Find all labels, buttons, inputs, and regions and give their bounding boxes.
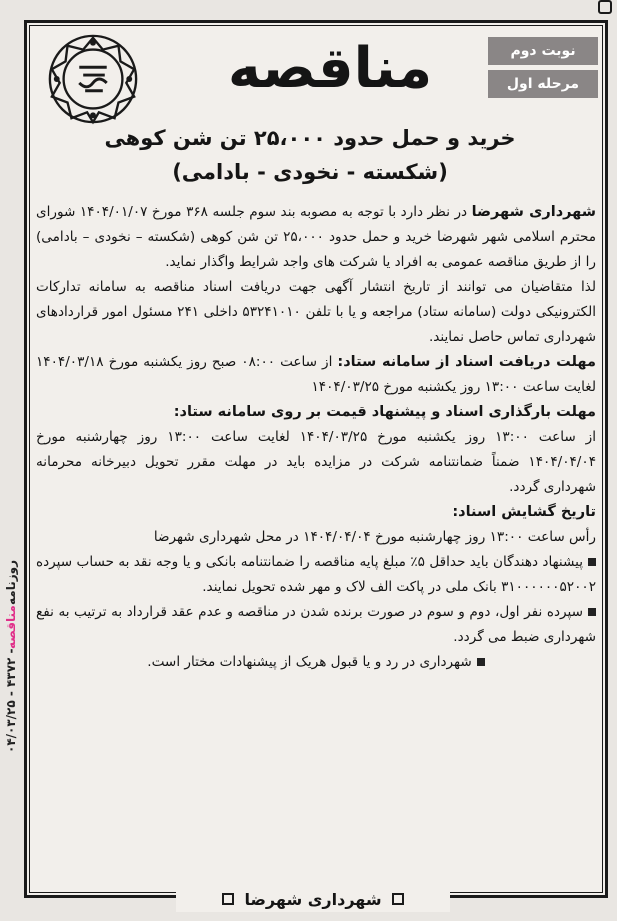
bullet-forfeit (36, 600, 596, 650)
bullet-square-icon (477, 658, 485, 666)
signature-text: شهرداری شهرضا (244, 889, 382, 909)
bullet-square-icon (588, 558, 596, 566)
footer-square-icon (222, 893, 234, 905)
page-title: مناقصه (227, 36, 433, 101)
bullet-deposit-text: پیشنهاد دهندگان باید حداقل ۵٪ مبلغ پایه مناقصه را ضمانتنامه بانکی و یا وجه نقد به حساب سپرده ۳۱۰۰۰۰۰۰۵۲۰۰۲ بانک ملی در پاکت الف لاک و مهر شده تحویل نمایند. (36, 554, 596, 595)
intro-paragraph (36, 200, 596, 275)
opening-label: تاریخ گشایش اسناد: (452, 504, 596, 520)
bullet-discretion (36, 650, 596, 675)
corner-mark (598, 0, 612, 14)
footer-square-icon (392, 893, 404, 905)
bullet-square-icon (588, 608, 596, 616)
bullet-forfeit-text: سپرده نفر اول، دوم و سوم در صورت برنده شدن در مناقصه و عدم عقد قرارداد به ترتیب به نفع شهرداری ضبط می گردد. (36, 604, 596, 645)
municipality-seal-icon (44, 30, 142, 128)
side-issue: - ۴۳۷۲ - ۰۴/۰۳/۲۵ (4, 648, 18, 754)
submit-text: از ساعت ۱۳:۰۰ روز یکشنبه مورخ ۱۴۰۴/۰۳/۲۵ لغایت ساعت ۱۳:۰۰ روز چهارشنبه مورخ ۱۴۰۴/۰۴/۰۴ ضمناً ضمانتنامه شرکت در مزایده باید در مهلت مقرر تحویل دبیرخانه محرمانه شهرداری گردد. (36, 429, 597, 495)
side-brand-prefix: روزنامه (4, 560, 18, 605)
bullet-discretion-text: شهرداری در رد و یا قبول هریک از پیشنهادات مختار است. (147, 654, 472, 670)
bullet-deposit (36, 550, 596, 600)
intro-org: شهرداری شهرضا (471, 204, 596, 220)
submit-label: مهلت بارگذاری اسناد و پیشنهاد قیمت بر روی سامانه ستاد: (173, 404, 596, 420)
signature-footer (176, 886, 450, 912)
subtitle-line-1: خرید و حمل حدود ۲۵،۰۰۰ تن شن کوهی (104, 126, 516, 150)
stage-badge: مرحله اول (488, 70, 598, 98)
round-badge: نوبت دوم (488, 37, 598, 65)
deadline-text: از ساعت ۰۸:۰۰ صبح روز یکشنبه مورخ ۱۴۰۴/۰۳/۱۸ لغایت ساعت ۱۳:۰۰ روز یکشنبه مورخ ۱۴۰۴/۰۳/۲۵ (36, 354, 596, 395)
deadline-paragraph (36, 350, 596, 400)
contact-paragraph: لذا متقاضیان می توانند از تاریخ انتشار آگهی جهت دریافت اسناد مناقصه به سامانه تدارکات الکترونیکی دولت (سامانه ستاد) مراجعه و یا با تلفن ۵۳۲۴۱۰۱۰ داخلی ۲۴۱ مسئول امور قراردادهای شهرداری تماس حاصل نمایند. (36, 279, 596, 345)
side-brand: مناقصه (4, 605, 18, 649)
notice-body (36, 200, 596, 890)
opening-text: رأس ساعت ۱۳:۰۰ روز چهارشنبه مورخ ۱۴۰۴/۰۴/۰۴ در محل شهرداری شهرضا (153, 529, 596, 545)
subtitle-line-2: (شکسته - نخودی - بادامی) (172, 160, 448, 184)
side-strip (0, 560, 22, 890)
intro-text: در نظر دارد با توجه به مصوبه بند سوم جلسه ۳۶۸ مورخ ۱۴۰۴/۰۱/۰۷ شورای محترم اسلامی شهر شهرضا خرید و حمل حدود ۲۵،۰۰۰ تن شن کوهی (شکسته – نخودی – بادامی) را از طریق مناقصه عمومی به افراد یا شرکت های واجد شرایط واگذار نماید. (36, 204, 596, 270)
deadline-label: مهلت دریافت اسناد از سامانه ستاد: (337, 354, 596, 370)
